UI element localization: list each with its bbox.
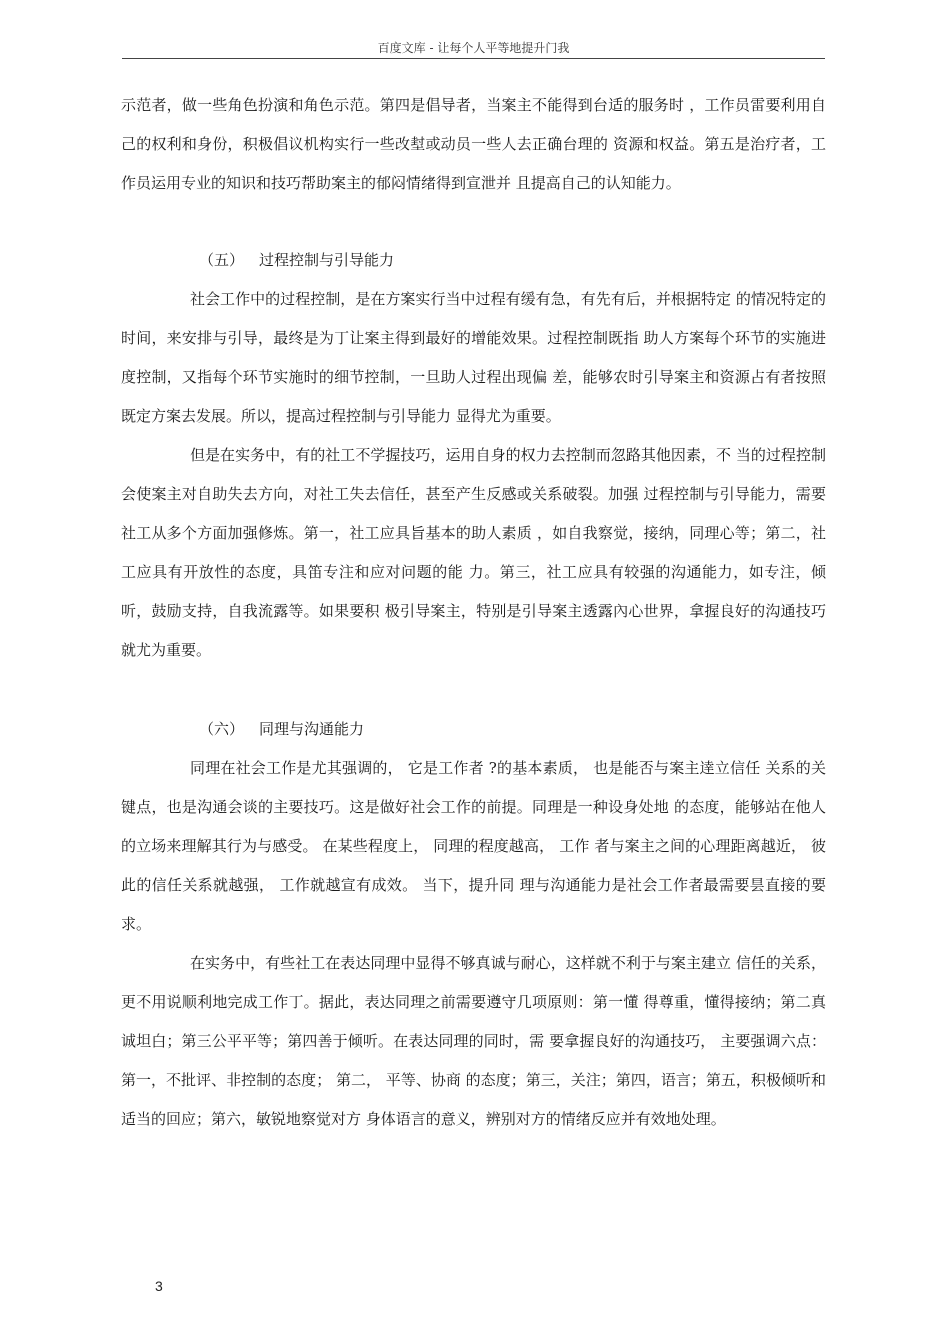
- section-title-6: 同理与沟通能力: [259, 720, 365, 738]
- section-heading-5: [121, 241, 826, 280]
- paragraph-practice-control: 但是在实务中，有的社工不学握技巧，运用自身的权力去控制而忽路其他因素，不 当的过程控制会使案主对自助失去方向，对社工失去信任，甚至产生反感或关系破裂。加强 过程控制与引导能力，需要社工从多个方面加强修炼。第一，社工应具旨基本的助人素质 ，如自我察觉，接纳，同理心等；第二，社工应具有开放性的态度，具笛专注和应对问题的能 力。第三，社工应具有较强的沟通能力，如专注，倾听，鼓励支持，自我流露等。如果要积 极引导案主，特别是引导案主透露內心世界，拿握良好的沟通技巧就尤为重要。: [121, 446, 826, 659]
- paragraph-empathy-practice: 在实务中，有些社工在表达同理中显得不够真诚与耐心，这样就不利于与案主建立 信任的关系，更不用说顺利地完成工作丁。据此，表达同理之前需要遵守几项原则：第一懂 得尊重，懂得接纳；第二真诚坦白；第三公平平等；第四善于倾听。在表达同理的同时，需 要拿握良好的沟通技巧， 主要强调六点： 第一，不批评、非控制的态度； 第二， 平等、协商 的态度；第三，关注；第四，语言；第五，积极倾听和适当的回应；第六，敏锐地察觉对方 身体语言的意义，辨别对方的情绪反应并有效地处理。: [121, 954, 826, 1128]
- spacer: [121, 670, 826, 710]
- header-title: 百度文库 - 让每个人平等地提升门我: [377, 41, 570, 55]
- document-body: [121, 86, 826, 1139]
- spacer: [121, 203, 826, 241]
- paragraph-roles: 示范者，做一些角色扮演和角色示范。第四是倡导者，当案主不能得到台适的服务时 ，工作员雷要利用自己的权利和身份，积极倡议机构实行一些改堼或动员一些人去正确台理的 资源和权益。第五是治疗者，工作员运用专业的知识和技巧帮助案主的郁闷情绪得到宣泄并 且提高自己的认知能力。: [121, 96, 826, 192]
- page-header: [122, 40, 825, 59]
- section-heading-6: [121, 710, 826, 749]
- section-number-5: （五）: [199, 251, 245, 269]
- page-number: 3: [155, 1278, 163, 1294]
- paragraph-empathy: 同理在社会工作是尤其强调的， 它是工作者 ?的基本素质， 也是能否与案主逹立信任 关系的关键点，也是沟通会谈的主要技巧。这是做好社会工作的前提。同理是一种设身处地 的态度，能够站在他人的立场来理解其行为与感受。 在某些程度上， 同理的程度越高， 工作 者与案主之间的心理距离越近， 彼此的信任关系就越强， 工作就越宣有成效。 当下，提升同 理与沟通能力是社会工作者最需要昙直接的要求。: [121, 759, 826, 933]
- section-number-6: （六）: [199, 720, 245, 738]
- paragraph-process-control: 社会工作中的过程控制，是在方案实行当中过程有缓有急，有先有后，并根据特定 的情况特定的时间，来安排与引导，最终是为丁让案主得到最好的增能效果。过程控制既指 助人方案每个环节的实施进度控制，又指每个环节实施时的细节控制，一旦助人过程出现偏 差，能够农时引导案主和资源占有者按照既定方案去发展。所以，提高过程控制与引导能力 显得尤为重要。: [121, 290, 826, 425]
- section-title-5: 过程控制与引导能力: [259, 251, 395, 269]
